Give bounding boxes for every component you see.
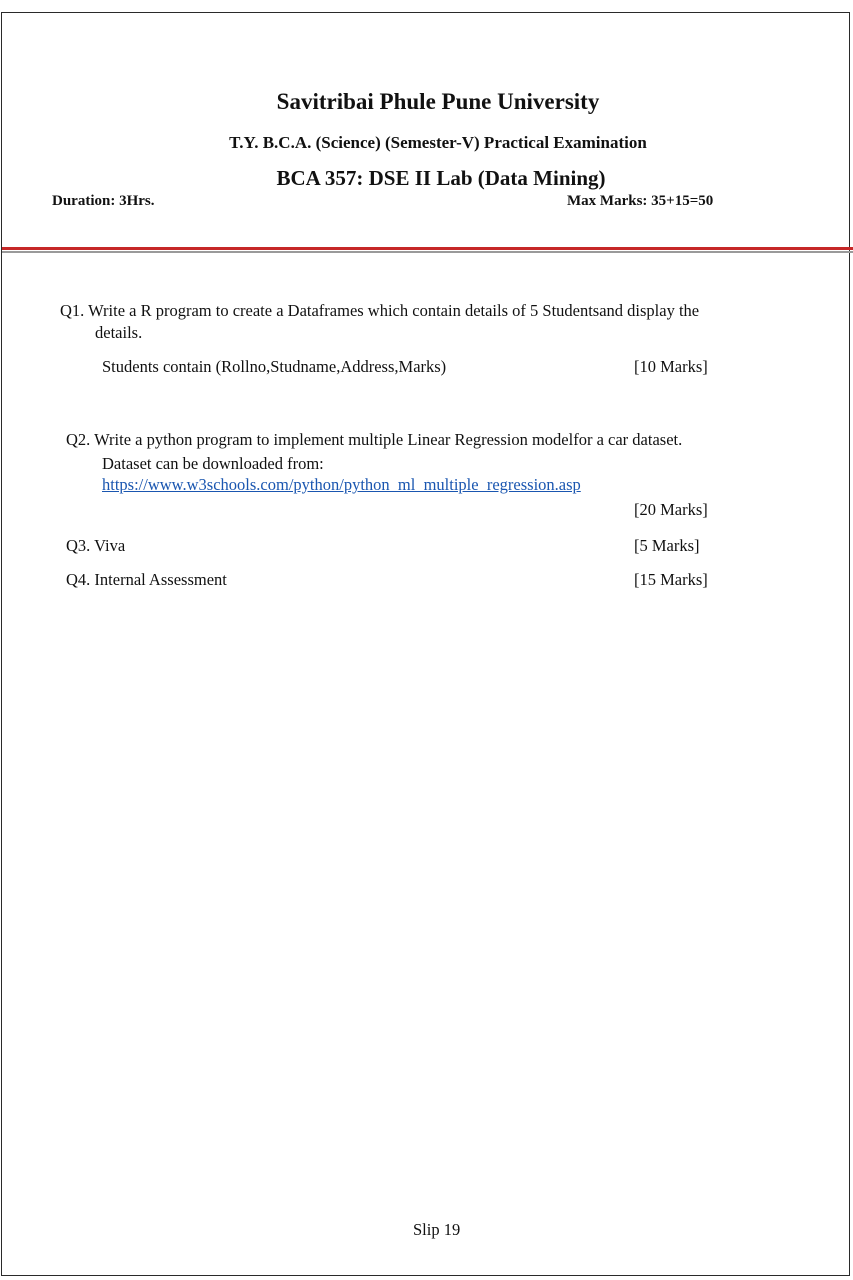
- university-title: Savitribai Phule Pune University: [276, 89, 600, 114]
- q2-marks: [20 Marks]: [634, 500, 708, 519]
- course-title: BCA 357: DSE II Lab (Data Mining): [276, 166, 606, 190]
- duration-label: Duration: 3Hrs.: [52, 193, 155, 209]
- q3-marks: [5 Marks]: [634, 536, 700, 555]
- q1-subtext: Students contain (Rollno,Studname,Address,Marks): [102, 357, 447, 376]
- q1-text-line1: Q1. Write a R program to create a Dataframes which contain details of 5 Studentsand display the: [60, 301, 700, 320]
- q1-text-line2: details.: [95, 323, 143, 342]
- exam-title: T.Y. B.C.A. (Science) (Semester-V) Practical Examination: [229, 133, 647, 152]
- q4-text: Q4. Internal Assessment: [66, 570, 227, 589]
- q2-text-line1: Q2. Write a python program to implement multiple Linear Regression modelfor a car dataset.: [66, 430, 683, 449]
- q3-text: Q3. Viva: [66, 536, 126, 555]
- q2-text-line2: Dataset can be downloaded from:: [102, 454, 324, 473]
- header-divider-red: [2, 247, 853, 250]
- slip-number: Slip 19: [413, 1220, 461, 1239]
- header-divider-grey: [2, 251, 853, 253]
- max-marks-label: Max Marks: 35+15=50: [567, 193, 714, 209]
- q1-marks: [10 Marks]: [634, 357, 708, 376]
- dataset-link[interactable]: https://www.w3schools.com/python/python_ml_multiple_regression.asp: [102, 475, 581, 494]
- q4-marks: [15 Marks]: [634, 570, 708, 589]
